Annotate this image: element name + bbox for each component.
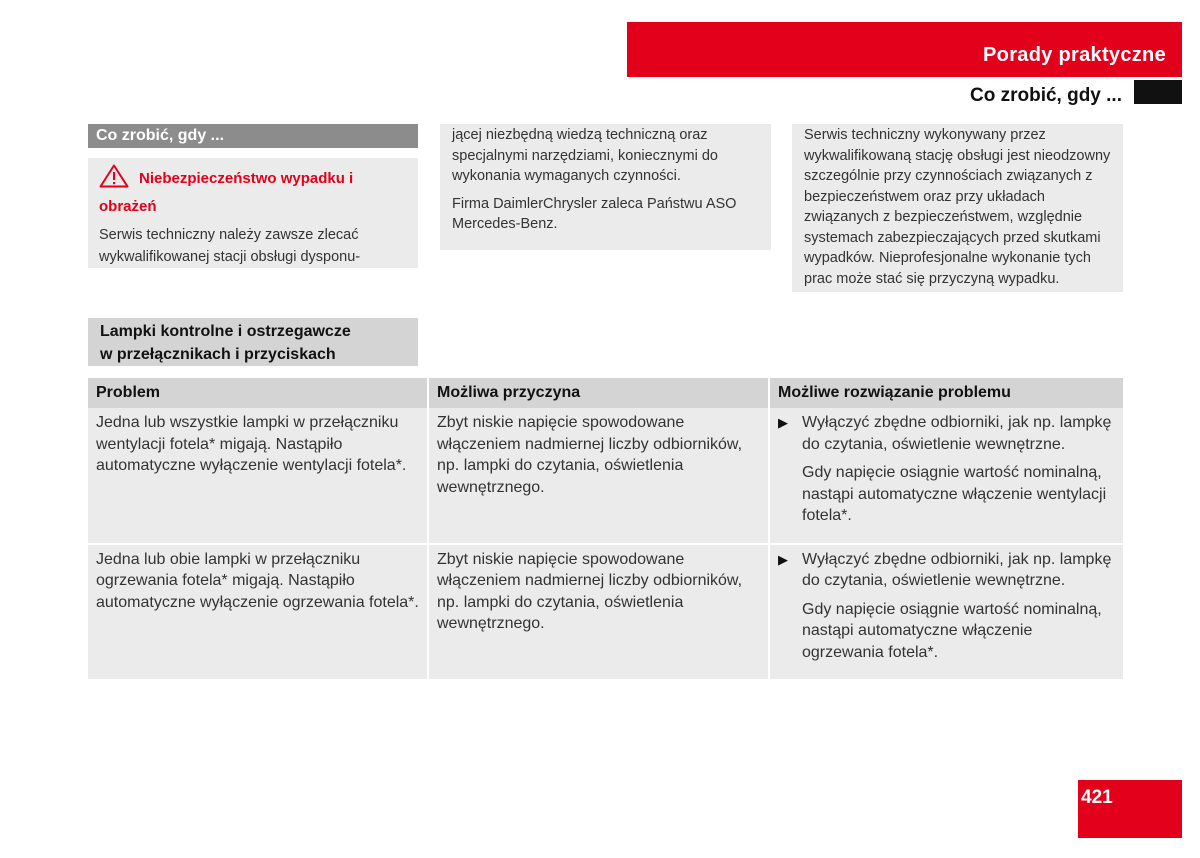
header-title: Porady praktyczne [983,44,1166,66]
header-subtitle: Co zrobić, gdy ... [969,85,1122,106]
subheading [88,318,418,366]
problem-cell: Jedna lub obie lampki w przełączniku ogrzewania fotela* migają. Nastąpiło automatyczne wyłączenie ogrzewania fotela*. [88,544,428,680]
cause-cell: Zbyt niskie napięcie spowodowane włączeniem nadmiernej liczby odbiorników, np. lampki do czytania, oświetlenia wewnętrznego. [428,544,769,680]
section-title: Co zrobić, gdy ... [88,124,418,148]
table-row [88,544,1123,680]
paragraph: jącej niezbędną wiedzą techniczną oraz specjalnymi narzędziami, koniecznymi do wykonania wymaganych czynności. [452,127,718,184]
triangle-bullet-icon: ▶ [778,415,788,430]
solution-step [778,549,1115,671]
table-row [88,408,1123,544]
text-column-3 [792,124,1123,292]
warning-title-text: Niebezpieczeństwo wypadku i obrażeń [99,170,354,215]
column-header-cause: Możliwa przyczyna [428,378,769,408]
solution-cell [769,408,1123,544]
thumb-tab [1134,80,1182,104]
column-header-problem: Problem [88,378,428,408]
paragraph: Serwis techniczny wykonywany przez wykwalifikowaną stację obsługi jest nieodzowny szczególnie przy czynnościach związanych z bezpieczeństwem oraz przy układach związanych z bezpieczeństwem, względnie systemach zabezpieczających przed skutkami wypadków. Nieprofesjonalne wykonanie tych prac może stać się przyczyną wypadku. [804,127,1111,287]
subheading-line-1: Lampki kontrolne i ostrzegawcze [100,323,351,340]
page-number: 421 [1078,780,1182,838]
warning-triangle-icon [99,164,129,195]
cause-cell: Zbyt niskie napięcie spowodowane włączeniem nadmiernej liczby odbiorników, np. lampki do czytania, oświetlenia wewnętrznego. [428,408,769,544]
paragraph: Firma DaimlerChrysler zaleca Państwu ASO Mercedes-Benz. [452,195,737,232]
solution-cell [769,544,1123,680]
warning-title [99,164,407,218]
solution-note: Gdy napięcie osiągnie wartość nominalną, nastąpi automatyczne włączenie ogrzewania fotela*. [802,600,1102,661]
warning-body: Serwis techniczny należy zawsze zlecać wykwalifikowanej stacji obsługi dysponu- [99,227,361,265]
warning-box [88,158,418,268]
column-header-solution: Możliwe rozwiązanie problemu [769,378,1123,408]
solution-note: Gdy napięcie osiągnie wartość nominalną, nastąpi automatyczne włączenie wentylacji fotela*. [802,464,1107,524]
solution-step [778,412,1115,534]
problem-table [88,378,1123,679]
problem-cell: Jedna lub wszystkie lampki w przełączniku wentylacji fotela* migają. Nastąpiło automatyczne wyłączenie wentylacji fotela*. [88,408,428,544]
table-header-row [88,378,1123,408]
text-column-2 [440,124,771,250]
solution-step-text: Wyłączyć zbędne odbiorniki, jak np. lampkę do czytania, oświetlenie wewnętrzne. [802,414,1112,453]
solution-step-text: Wyłączyć zbędne odbiorniki, jak np. lampkę do czytania, oświetlenie wewnętrzne. [802,550,1112,589]
triangle-bullet-icon: ▶ [778,551,788,567]
header-banner [627,22,1182,77]
subheading-line-2: w przełącznikach i przyciskach [100,346,336,363]
